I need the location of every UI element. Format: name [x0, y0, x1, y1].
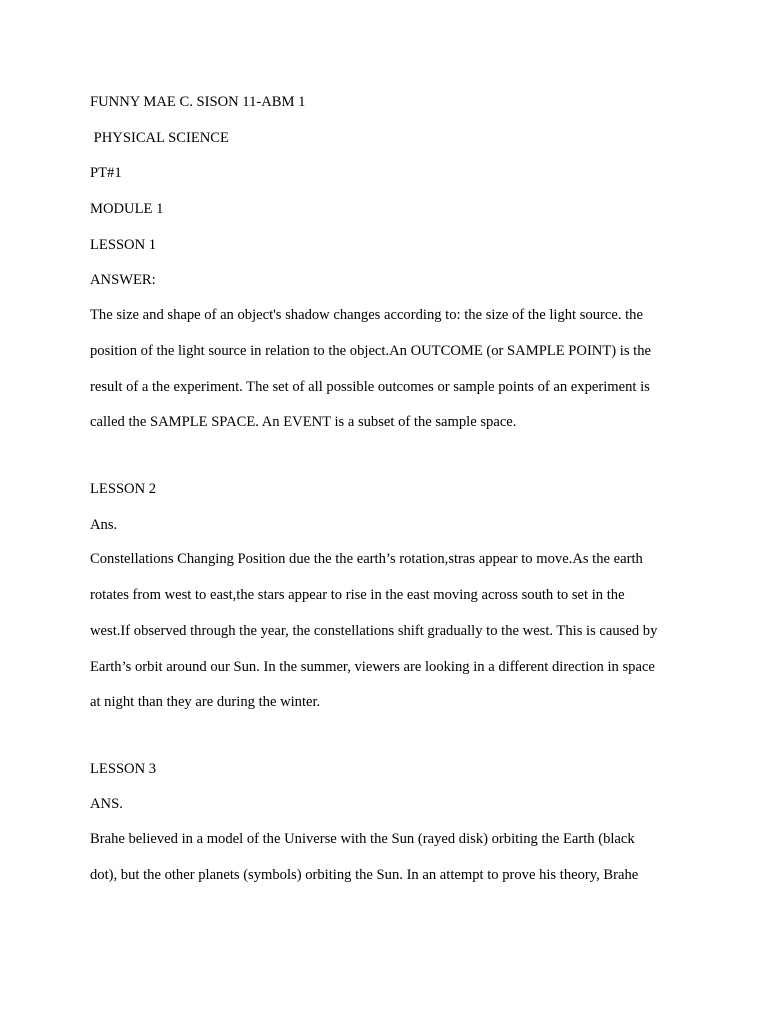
performance-task-label: PT#1	[90, 165, 122, 182]
lesson-3-answer-label: ANS.	[90, 796, 123, 813]
text-line: Earth’s orbit around our Sun. In the summer, viewers are looking in a different direction in space	[90, 658, 655, 675]
lesson-1-answer-text	[90, 298, 690, 441]
lesson-1-answer-label: ANSWER:	[90, 272, 156, 289]
module-title: MODULE 1	[90, 201, 164, 218]
document-body	[90, 90, 690, 894]
lesson-1-title: LESSON 1	[90, 236, 157, 253]
text-line: Brahe believed in a model of the Universe with the Sun (rayed disk) orbiting the Earth (black	[90, 831, 635, 848]
student-name-line: FUNNY MAE C. SISON 11-ABM 1	[90, 94, 306, 110]
blank-line	[90, 721, 690, 757]
lesson-2-title: LESSON 2	[90, 480, 157, 497]
text-line: position of the light source in relation to the object.An OUTCOME (or SAMPLE POINT) is the	[90, 343, 651, 360]
text-line: rotates from west to east,the stars appear to rise in the east moving across south to set in the	[90, 587, 625, 604]
lesson-3-answer-text	[90, 822, 690, 893]
text-line: called the SAMPLE SPACE. An EVENT is a subset of the sample space.	[90, 414, 517, 431]
blank-line	[90, 441, 690, 477]
lesson-2-answer-label: Ans.	[90, 516, 118, 533]
text-line: The size and shape of an object's shadow changes according to: the size of the light source. the	[90, 307, 643, 324]
text-line: at night than they are during the winter.	[90, 694, 321, 711]
subject-title: PHYSICAL SCIENCE	[90, 129, 229, 146]
text-line: result of a the experiment. The set of all possible outcomes or sample points of an experiment is	[90, 378, 650, 395]
text-line: Constellations Changing Position due the the earth’s rotation,stras appear to move.As the earth	[90, 551, 643, 568]
lesson-2-answer-text	[90, 542, 690, 721]
lesson-3-title: LESSON 3	[90, 760, 157, 777]
text-line: dot), but the other planets (symbols) orbiting the Sun. In an attempt to prove his theory, Brahe	[90, 866, 639, 883]
text-line: west.If observed through the year, the constellations shift gradually to the west. This is caused by	[90, 622, 658, 639]
